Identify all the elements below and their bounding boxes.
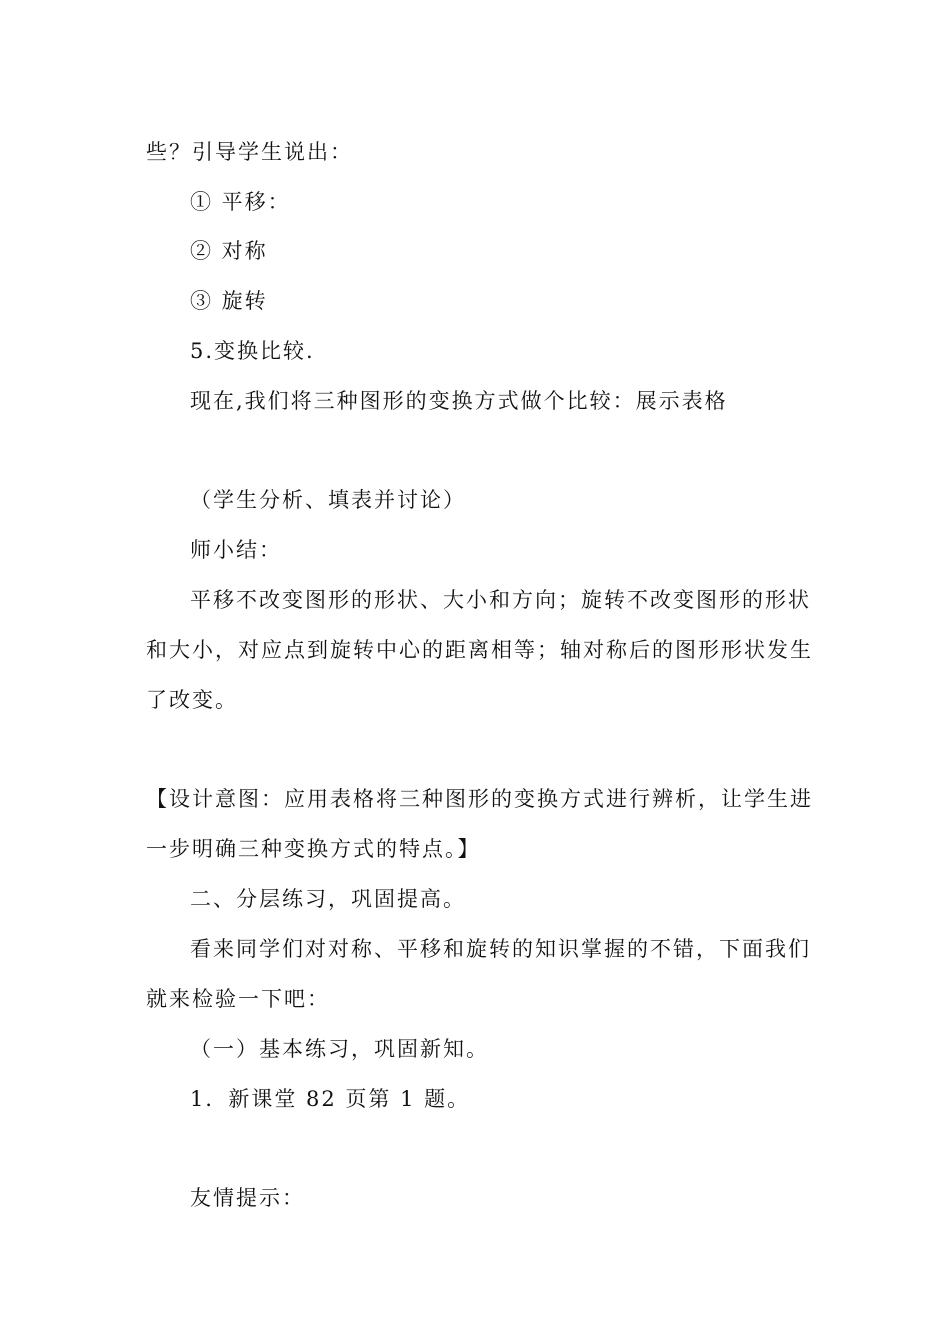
summary-paragraph-line-1: 平移不改变图形的形状、大小和方向；旋转不改变图形的形状: [190, 588, 811, 612]
section-2-paragraph-line-1: 看来同学们对对称、平移和旋转的知识掌握的不错，下面我们: [190, 937, 811, 961]
exercise-1: 1．新课堂 82 页第 1 题。: [190, 1087, 471, 1111]
list-item-rotation: ③ 旋转: [190, 289, 268, 313]
basic-practice-heading: （一）基本练习，巩固新知。: [190, 1037, 489, 1061]
compare-paragraph: 现在,我们将三种图形的变换方式做个比较：展示表格: [190, 389, 728, 413]
design-intent-line-1: 【设计意图：应用表格将三种图形的变换方式进行辨析，让学生进: [146, 787, 813, 811]
list-item-translation: ① 平移：: [190, 190, 291, 214]
students-action-note: （学生分析、填表并讨论）: [190, 488, 466, 512]
list-item-symmetry: ② 对称: [190, 239, 268, 263]
section-2-paragraph-line-2: 就来检验一下吧：: [146, 987, 330, 1011]
step-5-heading: 5.变换比较.: [190, 339, 315, 363]
section-2-heading: 二、分层练习，巩固提高。: [190, 887, 466, 911]
summary-paragraph-line-3: 了改变。: [146, 688, 238, 712]
intro-ending-line: 些？引导学生说出：: [146, 140, 353, 164]
summary-paragraph-line-2: 和大小，对应点到旋转中心的距离相等；轴对称后的图形形状发生: [146, 638, 813, 662]
teacher-summary-label: 师小结：: [190, 538, 282, 562]
design-intent-line-2: 一步明确三种变换方式的特点。】: [146, 837, 481, 861]
friendly-tip-label: 友情提示：: [190, 1186, 305, 1210]
